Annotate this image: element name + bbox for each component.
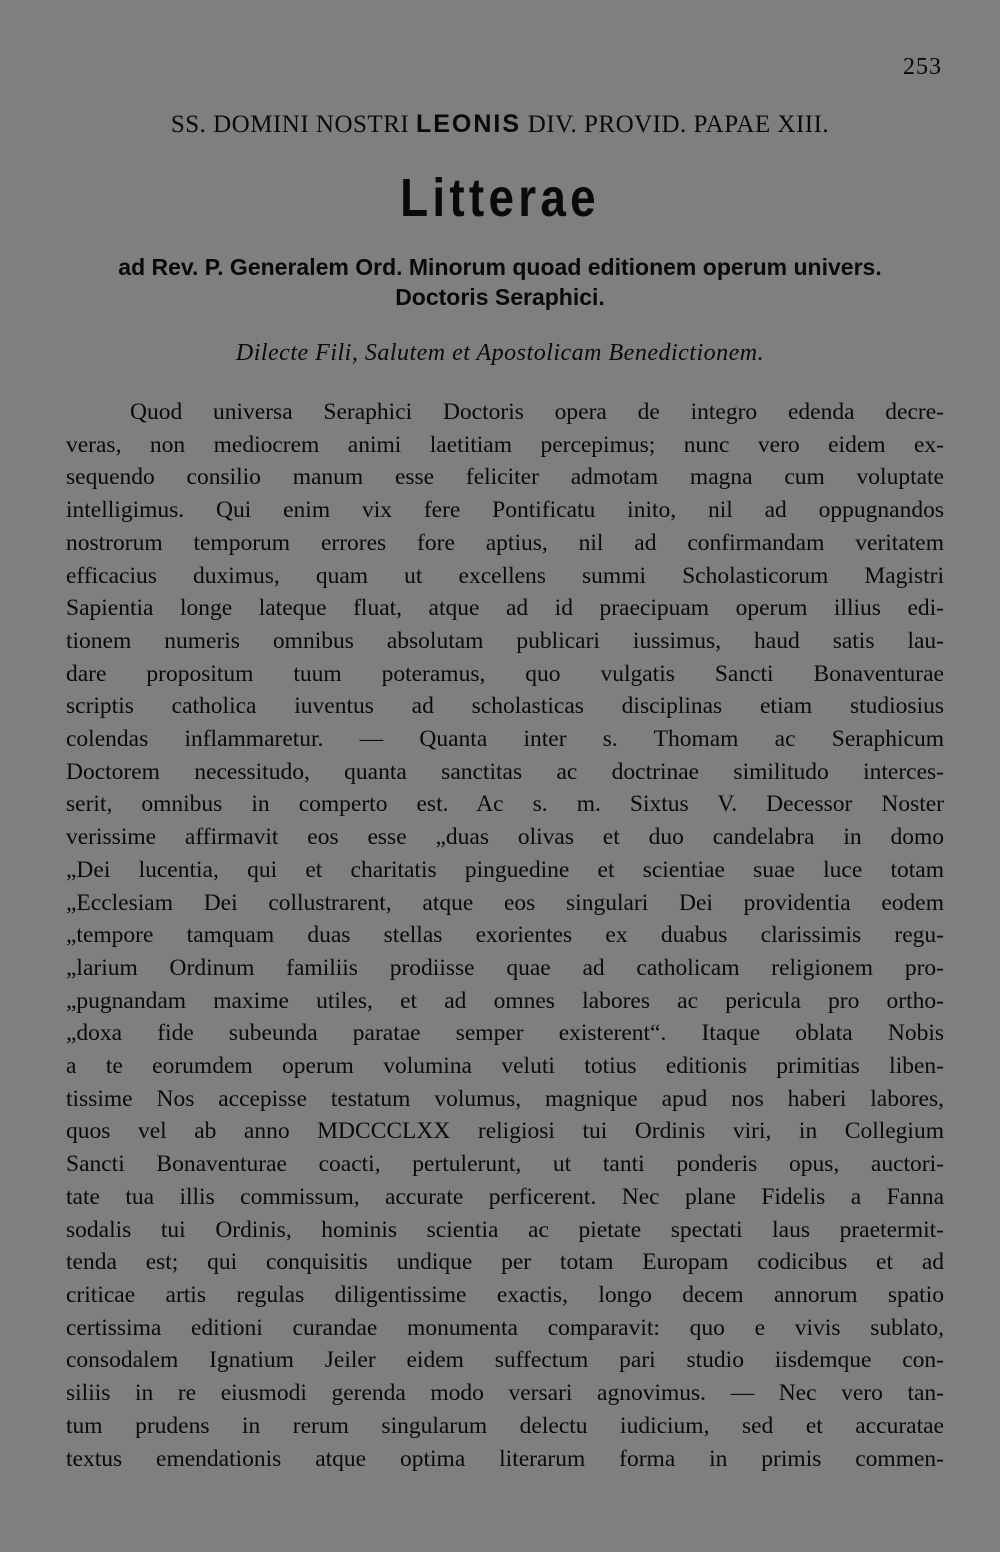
salutation: Dilecte Fili, Salutem et Apostolicam Benedictionem. [235, 340, 765, 366]
body-line: intelligimus. Qui enim vix fere Pontificatu inito, nil ad oppugnandos [66, 497, 944, 524]
body-line: quos vel ab anno MDCCCLXX religiosi tui Ordinis viri, in Collegium [66, 1118, 944, 1145]
body-line: tenda est; qui conquisitis undique per totam Europam codicibus et ad [66, 1249, 944, 1276]
body-line: efficacius duximus, quam ut excellens summi Scholasticorum Magistri [66, 562, 944, 589]
body-line: dare propositum tuum poteramus, quo vulgatis Sancti Bonaventurae [66, 660, 944, 687]
body-line: Doctorem necessitudo, quanta sanctitas ac doctrinae similitudo interces- [66, 758, 944, 785]
body-line: veras, non mediocrem animi laetitiam percepimus; nunc vero eidem ex- [66, 431, 944, 458]
body-line: „doxa fide subeunda paratae semper existerent“. Itaque oblata Nobis [66, 1020, 944, 1047]
body-line: Sapientia longe lateque fluat, atque ad id praecipuam operum illius edi- [66, 595, 944, 622]
page-number: 253 [903, 54, 942, 80]
body-line: Sancti Bonaventurae coacti, pertulerunt, ut tanti ponderis opus, auctori- [66, 1151, 944, 1178]
body-line: siliis in re eiusmodi gerenda modo versari agnovimus. — Nec vero tan- [66, 1380, 944, 1407]
body-line: „Ecclesiam Dei collustrarent, atque eos singulari Dei providentia eodem [66, 889, 944, 916]
document-subtitle [0, 252, 1000, 312]
body-line: a te eorumdem operum volumina veluti totius editionis primitias liben- [66, 1053, 944, 1080]
body-line: tate tua illis commissum, accurate perficerent. Nec plane Fidelis a Fanna [66, 1183, 944, 1210]
body-line: tissime Nos accepisse testatum volumus, magnique apud nos haberi labores, [66, 1085, 944, 1112]
body-line: certissima editioni curandae monumenta comparavit: quo e vivis sublato, [66, 1314, 944, 1341]
body-line: nostrorum temporum errores fore aptius, nil ad confirmandam veritatem [66, 529, 944, 556]
body-line: criticae artis regulas diligentissime exactis, longo decem annorum spatio [66, 1281, 944, 1308]
body-line: colendas inflammaretur. — Quanta inter s. Thomam ac Seraphicum [66, 726, 944, 753]
body-line: verissime affirmavit eos esse „duas olivas et duo candelabra in domo [66, 824, 944, 851]
body-line: serit, omnibus in comperto est. Ac s. m. Sixtus V. Decessor Noster [66, 791, 944, 818]
body-line: tum prudens in rerum singularum delectu iudicium, sed et accuratae [66, 1412, 944, 1439]
subtitle-line-1: ad Rev. P. Generalem Ord. Minorum quoad editionem operum univers. [118, 254, 882, 280]
letter-body [66, 396, 944, 1475]
body-line: „Dei lucentia, qui et charitatis pinguedine et scientiae suae luce totam [66, 856, 944, 883]
body-line: „pugnandam maxime utiles, et ad omnes labores ac pericula pro ortho- [66, 987, 944, 1014]
body-line: textus emendationis atque optima literarum forma in primis commen- [66, 1445, 944, 1472]
body-line: scriptis catholica iuventus ad scholasticas disciplinas etiam studiosius [66, 693, 944, 720]
body-line: „larium Ordinum familiis prodiisse quae ad catholicam religionem pro- [66, 954, 944, 981]
running-head-suffix: DIV. PROVID. PAPAE XIII. [527, 111, 830, 138]
body-line: Quod universa Seraphici Doctoris opera de integro edenda decre- [130, 399, 944, 425]
body-line: tionem numeris omnibus absolutam publicari iussimus, haud satis lau- [66, 627, 944, 654]
running-head-pope-name: LEONIS [415, 110, 522, 138]
document-title: Litterae [400, 168, 600, 228]
body-line: consodalem Ignatium Jeiler eidem suffectum pari studio iisdemque con- [66, 1347, 944, 1374]
running-head-prefix: SS. DOMINI NOSTRI [170, 111, 410, 138]
body-line: „tempore tamquam duas stellas exorientes ex duabus clarissimis regu- [66, 922, 944, 949]
subtitle-line-2: Doctoris Seraphici. [395, 284, 605, 310]
body-line: sequendo consilio manum esse feliciter admotam magna cum voluptate [66, 464, 944, 491]
body-line: sodalis tui Ordinis, hominis scientia ac pietate spectati laus praetermit- [66, 1216, 944, 1243]
running-head [0, 110, 1000, 139]
